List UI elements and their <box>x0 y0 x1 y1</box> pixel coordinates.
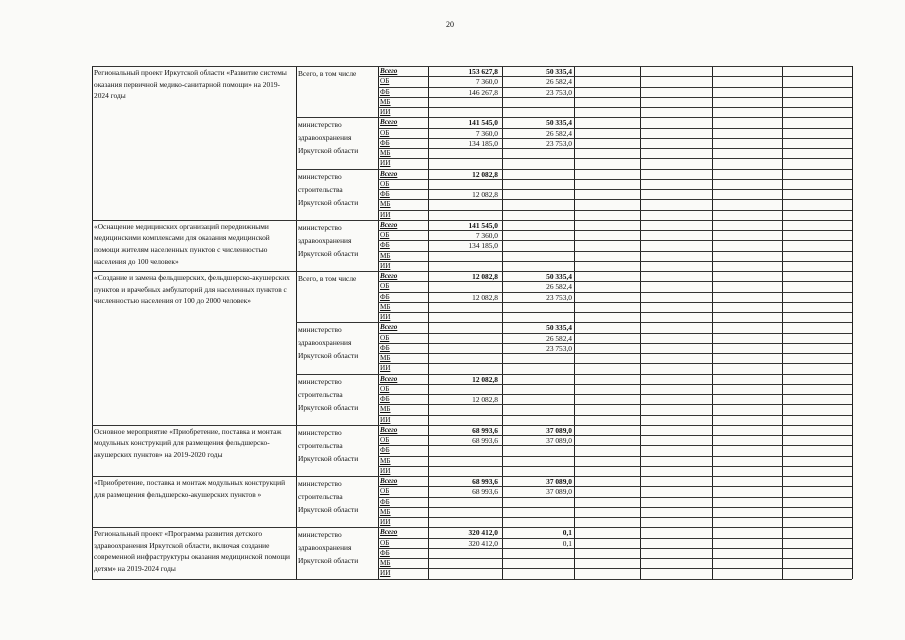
funding-source-label: МБ <box>380 405 391 414</box>
funding-source-label: МБ <box>380 251 391 260</box>
amount-2019: 12 082,8 <box>472 374 498 384</box>
funding-source-label: ФБ <box>380 138 390 147</box>
table-horizontal-rule <box>378 210 852 211</box>
table-horizontal-rule <box>378 558 852 559</box>
table-horizontal-rule <box>378 404 852 405</box>
amount-2020: 26 582,4 <box>546 333 572 343</box>
amount-2020: 37 089,0 <box>546 436 572 445</box>
funding-source-label: ОБ <box>380 436 390 444</box>
table-horizontal-rule <box>378 251 852 252</box>
table-horizontal-rule <box>378 497 852 498</box>
funding-source-label: ОБ <box>380 77 390 86</box>
funding-source-label: МБ <box>380 507 391 516</box>
funding-source-label: МБ <box>380 149 391 157</box>
amount-2019: 320 412,0 <box>468 538 498 548</box>
amount-2019: 134 185,0 <box>468 138 498 148</box>
amount-2020: 37 089,0 <box>546 487 572 497</box>
amount-2019: 12 082,8 <box>472 190 498 199</box>
funding-source-label: ФБ <box>380 343 390 352</box>
block-description: Основное мероприятие «Приобретение, поставка и монтаж модульных конструкций для размещения фельдшерско-акушерских пунктов» на 2019-2020 годы <box>94 426 282 459</box>
funding-source-label: Всего <box>380 323 398 332</box>
funding-source-label: ОБ <box>380 333 390 342</box>
table-horizontal-rule <box>378 363 852 364</box>
amount-2019: 68 993,6 <box>472 487 498 497</box>
executor-label: министерство здравоохранения Иркутской области <box>298 530 359 566</box>
block-description: «Создание и замена фельдшерских, фельдшерско-акушерских пунктов и врачебных амбулаторий для населенных пунктов с численностью населения от 100 до 2000 человек» <box>94 273 290 306</box>
amount-2019: 7 360,0 <box>475 77 498 87</box>
funding-source-label: ФБ <box>380 548 390 557</box>
funding-source-label: МБ <box>380 97 391 106</box>
funding-source-label: Всего <box>380 220 398 229</box>
amount-2019: 320 412,0 <box>468 528 498 538</box>
table-horizontal-rule <box>378 568 852 569</box>
funding-source-label: МБ <box>380 559 391 567</box>
amount-2019: 12 082,8 <box>472 395 498 404</box>
funding-source-label: МБ <box>380 354 391 362</box>
table-horizontal-rule <box>378 179 852 180</box>
funding-source-label: ФБ <box>380 395 390 403</box>
funding-source-label: ОБ <box>380 282 390 291</box>
funding-source-label: ИИ <box>380 210 391 219</box>
block-description: «Оснащение медицинских организаций передвижными медицинскими комплексами для оказания медицинской помощи жителям населенных пунктов с численностью населения до 100 человек» <box>94 221 270 266</box>
executor-label: Всего, в том числе <box>298 69 357 78</box>
table-horizontal-rule <box>378 517 852 518</box>
table-horizontal-rule <box>378 415 852 416</box>
funding-source-label: ФБ <box>380 497 390 506</box>
funding-source-label: ФБ <box>380 190 390 198</box>
table-horizontal-rule <box>378 281 852 282</box>
table-horizontal-rule <box>378 199 852 200</box>
amount-2019: 12 082,8 <box>472 272 498 281</box>
page-number: 20 <box>446 20 454 29</box>
funding-source-label: Всего <box>380 477 398 485</box>
amount-2019: 141 545,0 <box>468 118 498 128</box>
funding-source-label: ИИ <box>380 415 391 424</box>
amount-2020: 23 753,0 <box>546 87 572 97</box>
amount-2019: 12 082,8 <box>472 292 498 302</box>
table-horizontal-rule <box>378 445 852 446</box>
table-horizontal-rule <box>378 158 852 159</box>
funding-source-label: Всего <box>380 118 398 127</box>
executor-label: министерство строительства Иркутской области <box>298 479 359 514</box>
funding-source-label: МБ <box>380 456 391 465</box>
funding-source-label: ФБ <box>380 241 390 250</box>
amount-2019: 141 545,0 <box>468 220 498 230</box>
table-horizontal-rule <box>92 579 852 580</box>
funding-source-label: ИИ <box>380 159 391 168</box>
funding-source-label: ФБ <box>380 292 390 301</box>
funding-source-label: ИИ <box>380 569 391 578</box>
funding-source-label: ИИ <box>380 261 391 270</box>
executor-label: Всего, в том числе <box>298 274 357 283</box>
funding-source-label: Всего <box>380 528 398 537</box>
executor-label: министерство строительства Иркутской области <box>298 427 359 463</box>
block-description: Региональный проект Иркутской области «Развитие системы оказания первичной медико-санитарной помощи» на 2019-2024 годы <box>94 68 287 101</box>
amount-2020: 23 753,0 <box>546 343 572 353</box>
table-vertical-rule <box>92 66 93 579</box>
funding-source-label: ОБ <box>380 487 390 496</box>
amount-2020: 26 582,4 <box>546 77 572 87</box>
funding-source-label: ФБ <box>380 87 390 96</box>
table-horizontal-rule <box>378 466 852 467</box>
funding-source-label: Всего <box>380 169 398 178</box>
amount-2019: 68 993,6 <box>472 425 498 435</box>
amount-2020: 37 089,0 <box>546 425 572 435</box>
amount-2019: 153 627,8 <box>468 67 498 76</box>
amount-2019: 7 360,0 <box>475 231 498 240</box>
amount-2019: 7 360,0 <box>475 128 498 138</box>
funding-source-label: ИИ <box>380 518 391 526</box>
table-horizontal-rule <box>378 312 852 313</box>
amount-2020: 50 335,4 <box>546 323 572 333</box>
funding-source-label: МБ <box>380 200 391 209</box>
table-horizontal-rule <box>378 343 852 344</box>
block-description: Региональный проект «Программа развития детского здравоохранения Иркутской области, включая создание современной инфраструктуры оказания медицинской помощи детям» на 2019-2024 годы <box>94 529 290 574</box>
funding-source-label: ИИ <box>380 466 391 475</box>
table-horizontal-rule <box>378 333 852 334</box>
funding-source-label: Всего <box>380 272 398 280</box>
funding-source-label: ИИ <box>380 313 391 321</box>
amount-2020: 37 089,0 <box>546 477 572 486</box>
amount-2019: 12 082,8 <box>472 169 498 179</box>
funding-source-label: МБ <box>380 302 391 311</box>
amount-2019: 146 267,8 <box>468 87 498 97</box>
funding-source-label: ОБ <box>380 179 390 188</box>
funding-source-label: Всего <box>380 425 398 434</box>
amount-2020: 50 335,4 <box>546 272 572 281</box>
table-horizontal-rule <box>378 107 852 108</box>
table-horizontal-rule <box>378 384 852 385</box>
amount-2020: 0,1 <box>562 538 572 548</box>
amount-2020: 23 753,0 <box>546 138 572 148</box>
table-horizontal-rule <box>378 97 852 98</box>
funding-source-label: Всего <box>380 374 398 383</box>
amount-2019: 134 185,0 <box>468 241 498 251</box>
amount-2020: 26 582,4 <box>546 282 572 292</box>
amount-2019: 68 993,6 <box>472 477 498 486</box>
funding-source-label: ИИ <box>380 108 391 116</box>
funding-source-label: Всего <box>380 67 398 75</box>
table-horizontal-rule <box>378 507 852 508</box>
funding-source-label: ОБ <box>380 231 390 239</box>
amount-2020: 50 335,4 <box>546 67 572 76</box>
table-horizontal-rule <box>378 148 852 149</box>
table-horizontal-rule <box>378 261 852 262</box>
table-horizontal-rule <box>378 548 852 549</box>
amount-2020: 23 753,0 <box>546 292 572 302</box>
table-horizontal-rule <box>378 353 852 354</box>
funding-source-label: ОБ <box>380 128 390 137</box>
block-description: «Приобретение, поставка и монтаж модульных конструкций для размещения фельдшерско-акушерских пунктов » <box>94 478 286 499</box>
executor-label: министерство здравоохранения Иркутской области <box>298 222 359 258</box>
table-vertical-rule <box>852 66 853 579</box>
amount-2020: 0,1 <box>562 528 572 538</box>
amount-2020: 50 335,4 <box>546 118 572 128</box>
table-horizontal-rule <box>378 456 852 457</box>
amount-2019: 68 993,6 <box>472 436 498 445</box>
funding-source-label: ФБ <box>380 446 390 455</box>
executor-label: министерство здравоохранения Иркутской области <box>298 120 359 156</box>
amount-2020: 26 582,4 <box>546 128 572 138</box>
executor-label: министерство строительства Иркутской области <box>298 376 359 412</box>
table-horizontal-rule <box>378 302 852 303</box>
executor-label: министерство здравоохранения Иркутской области <box>298 325 359 361</box>
funding-source-label: ИИ <box>380 364 391 373</box>
funding-source-label: ОБ <box>380 384 390 393</box>
executor-label: министерство строительства Иркутской области <box>298 171 359 207</box>
funding-source-label: ОБ <box>380 538 390 547</box>
